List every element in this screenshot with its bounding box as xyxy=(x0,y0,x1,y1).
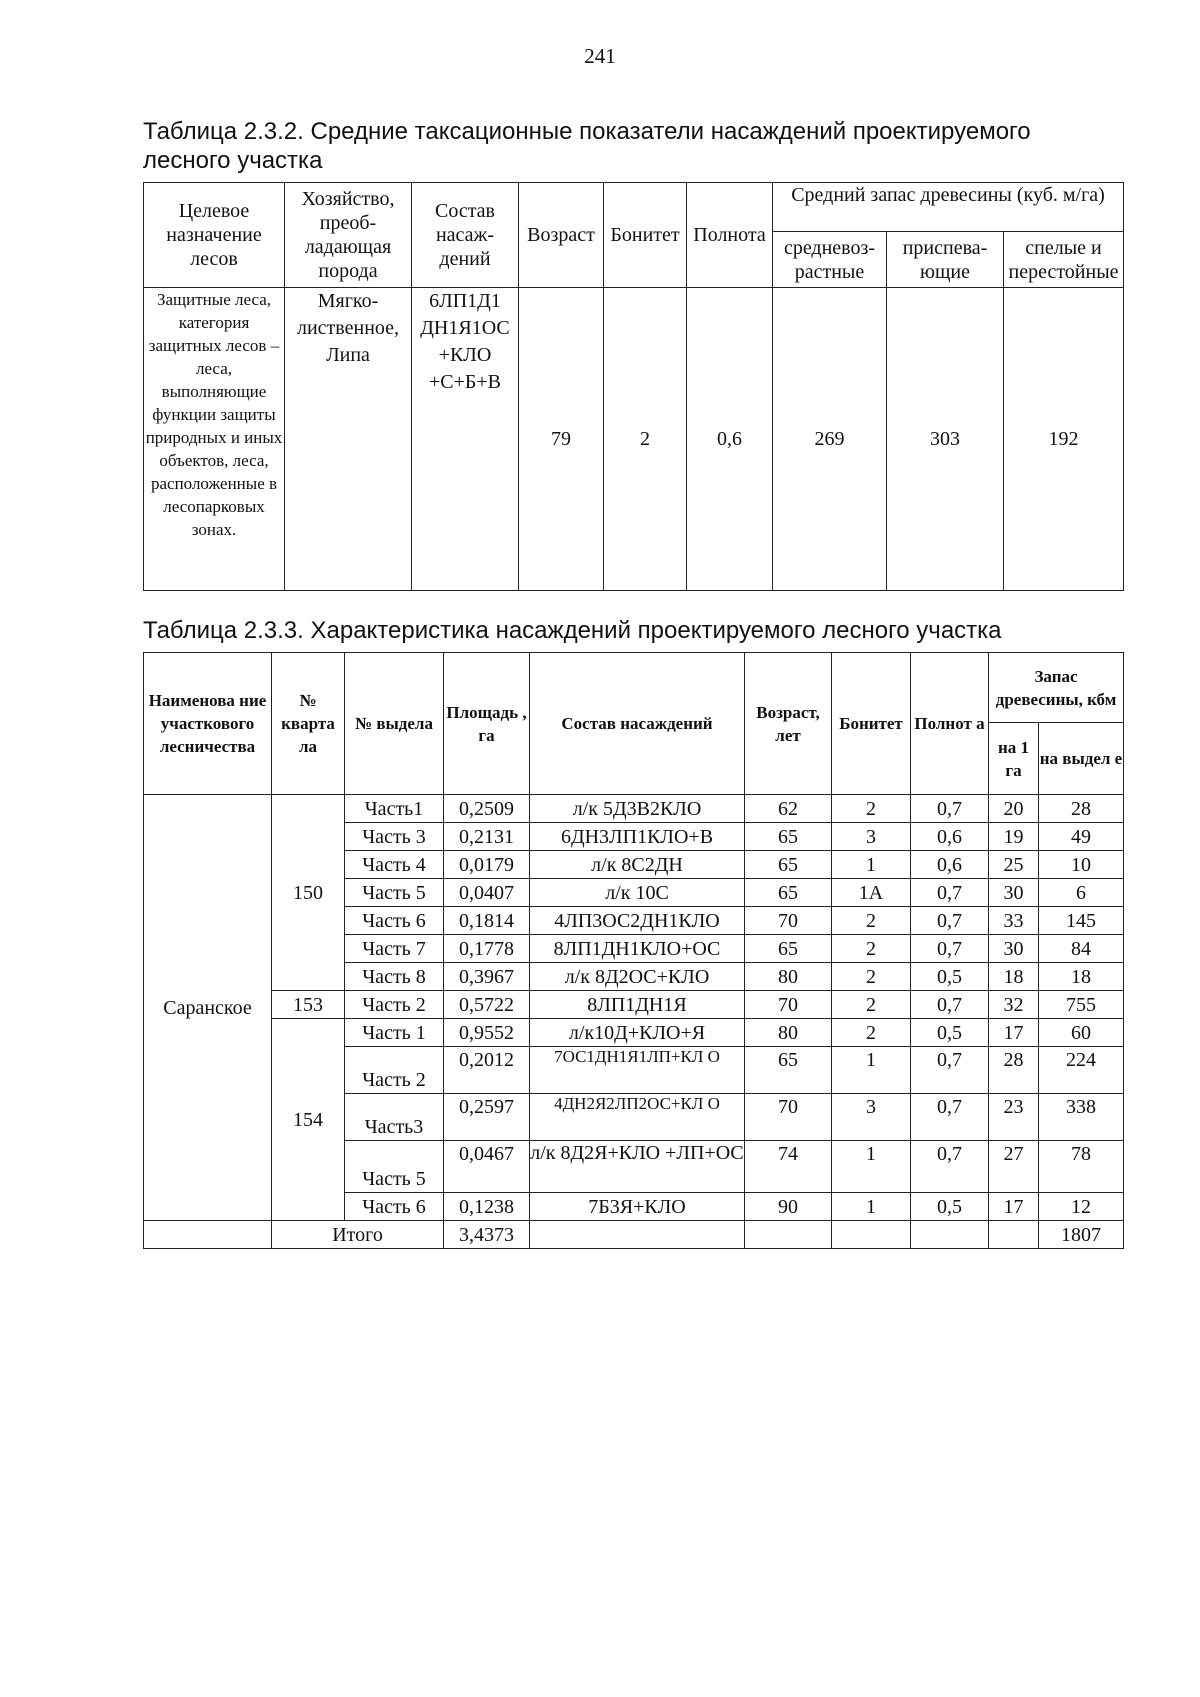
t2-header-bonitet: Бонитет xyxy=(832,653,911,795)
table-row-section: Часть1 xyxy=(345,795,444,823)
t2-forestry-name: Саранское xyxy=(144,795,272,1221)
table-row-bonitet: 2 xyxy=(832,795,911,823)
table1 xyxy=(143,182,1124,591)
t2-total-empty xyxy=(911,1221,989,1249)
t2-header-density: Полнот а xyxy=(911,653,989,795)
table-row-per-section: 12 xyxy=(1039,1193,1124,1221)
table-row-per-ha: 17 xyxy=(989,1193,1039,1221)
table-row-per-ha: 25 xyxy=(989,851,1039,879)
table-row-per-ha: 27 xyxy=(989,1141,1039,1193)
t1-header-purpose: Целевое назначение лесов xyxy=(144,183,285,288)
t1-header-age: Возраст xyxy=(519,183,604,288)
table-row-composition: 6ДН3ЛП1КЛО+В xyxy=(530,823,745,851)
table-row-density: 0,7 xyxy=(911,1141,989,1193)
table-row-age: 65 xyxy=(745,879,832,907)
table-row-section: Часть 7 xyxy=(345,935,444,963)
table-row-section: Часть 2 xyxy=(345,991,444,1019)
table-row-bonitet: 1 xyxy=(832,1193,911,1221)
t2-header-age: Возраст, лет xyxy=(745,653,832,795)
table-row-per-section: 338 xyxy=(1039,1094,1124,1141)
table-row-bonitet: 2 xyxy=(832,907,911,935)
t2-total-empty xyxy=(530,1221,745,1249)
table-row-age: 70 xyxy=(745,907,832,935)
table-row-area: 0,1778 xyxy=(444,935,530,963)
table-row-age: 80 xyxy=(745,963,832,991)
table-row-per-ha: 33 xyxy=(989,907,1039,935)
t1-cell-bonitet: 2 xyxy=(604,288,687,591)
table-row-area: 0,1814 xyxy=(444,907,530,935)
table-row-area: 0,0467 xyxy=(444,1141,530,1193)
t2-total-per-section: 1807 xyxy=(1039,1221,1124,1249)
t1-header-density: Полнота xyxy=(687,183,773,288)
t2-header-per-ha: на 1 га xyxy=(989,723,1039,795)
table-row-density: 0,5 xyxy=(911,1193,989,1221)
table-row-density: 0,7 xyxy=(911,1094,989,1141)
t1-cell-purpose: Защитные леса, категория защитных лесов – леса, выполняющие функции защиты природных и иных объектов, леса, расположенные в лесопарковых зонах. xyxy=(144,288,285,591)
t1-header-bonitet: Бонитет xyxy=(604,183,687,288)
table2-caption: Таблица 2.3.3. Характеристика насаждений проектируемого лесного участка xyxy=(143,617,1002,644)
table-row-per-section: 10 xyxy=(1039,851,1124,879)
t1-cell-farm: Мягко-лиственное, Липа xyxy=(285,288,412,591)
t1-cell-age: 79 xyxy=(519,288,604,591)
table-row-composition: 8ЛП1ДН1КЛО+ОС xyxy=(530,935,745,963)
table-row-section: Часть 2 xyxy=(345,1047,444,1094)
t1-header-middle-aged: средневоз-растные xyxy=(773,232,887,288)
table-row-per-section: 6 xyxy=(1039,879,1124,907)
t1-header-composition: Состав насаж-дений xyxy=(412,183,519,288)
table-row-section: Часть 1 xyxy=(345,1019,444,1047)
t2-header-forestry: Наименова ние участкового лесничества xyxy=(144,653,272,795)
t1-cell-composition: 6ЛП1Д1 ДН1Я1ОС +КЛО +С+Б+В xyxy=(412,288,519,591)
table-row-age: 70 xyxy=(745,991,832,1019)
table-row-density: 0,7 xyxy=(911,879,989,907)
table-row-age: 65 xyxy=(745,851,832,879)
table-row-bonitet: 2 xyxy=(832,991,911,1019)
table-row-per-ha: 28 xyxy=(989,1047,1039,1094)
table-row-per-section: 60 xyxy=(1039,1019,1124,1047)
t2-header-area: Площадь , га xyxy=(444,653,530,795)
table-row-age: 80 xyxy=(745,1019,832,1047)
table-row-per-ha: 30 xyxy=(989,879,1039,907)
table-row-density: 0,5 xyxy=(911,1019,989,1047)
table-row-per-ha: 18 xyxy=(989,963,1039,991)
table-row-area: 0,2597 xyxy=(444,1094,530,1141)
table-row-per-section: 28 xyxy=(1039,795,1124,823)
table-row-composition: л/к 8Д2Я+КЛО +ЛП+ОС xyxy=(530,1141,745,1193)
table-row-bonitet: 2 xyxy=(832,1019,911,1047)
table-row-composition: л/к 8Д2ОС+КЛО xyxy=(530,963,745,991)
table-row-age: 90 xyxy=(745,1193,832,1221)
table-row-bonitet: 1А xyxy=(832,879,911,907)
table-row-section: Часть3 xyxy=(345,1094,444,1141)
table-row-area: 0,9552 xyxy=(444,1019,530,1047)
table-row-composition: л/к10Д+КЛО+Я xyxy=(530,1019,745,1047)
t2-quarter-153: 153 xyxy=(272,991,345,1019)
table-row-per-ha: 20 xyxy=(989,795,1039,823)
table-row-per-ha: 30 xyxy=(989,935,1039,963)
table-row-area: 0,0407 xyxy=(444,879,530,907)
table-row-bonitet: 2 xyxy=(832,935,911,963)
t2-header-section: № выдела xyxy=(345,653,444,795)
t2-header-quarter: № кварта ла xyxy=(272,653,345,795)
table-row-area: 0,0179 xyxy=(444,851,530,879)
table-row-density: 0,7 xyxy=(911,935,989,963)
t2-header-stock: Запас древесины, кбм xyxy=(989,653,1124,723)
table-row-per-section: 49 xyxy=(1039,823,1124,851)
table-row-per-ha: 32 xyxy=(989,991,1039,1019)
table-row-per-ha: 23 xyxy=(989,1094,1039,1141)
table-row-bonitet: 2 xyxy=(832,963,911,991)
table-row-density: 0,7 xyxy=(911,991,989,1019)
table-row-per-section: 84 xyxy=(1039,935,1124,963)
table-row-per-ha: 17 xyxy=(989,1019,1039,1047)
table-row-section: Часть 3 xyxy=(345,823,444,851)
table-row-area: 0,1238 xyxy=(444,1193,530,1221)
table-row-bonitet: 1 xyxy=(832,1047,911,1094)
table-row-area: 0,2509 xyxy=(444,795,530,823)
t1-cell-density: 0,6 xyxy=(687,288,773,591)
table-row-composition: 4ДН2Я2ЛП2ОС+КЛ О xyxy=(530,1094,745,1141)
table-row-section: Часть 6 xyxy=(345,1193,444,1221)
table-row-per-section: 145 xyxy=(1039,907,1124,935)
table-row-age: 65 xyxy=(745,935,832,963)
table-row-density: 0,5 xyxy=(911,963,989,991)
t2-total-empty xyxy=(745,1221,832,1249)
table-row-density: 0,7 xyxy=(911,795,989,823)
t1-header-stock: Средний запас древесины (куб. м/га) xyxy=(773,183,1124,232)
table-row-composition: л/к 8С2ДН xyxy=(530,851,745,879)
table-row-density: 0,6 xyxy=(911,851,989,879)
table-row-bonitet: 3 xyxy=(832,1094,911,1141)
table-row-per-section: 18 xyxy=(1039,963,1124,991)
table-row-composition: 7ОС1ДН1Я1ЛП+КЛ О xyxy=(530,1047,745,1094)
table-row-section: Часть 5 xyxy=(345,879,444,907)
t1-header-ripening: приспева-ющие xyxy=(887,232,1004,288)
table-row-composition: 4ЛП3ОС2ДН1КЛО xyxy=(530,907,745,935)
table-row-section: Часть 8 xyxy=(345,963,444,991)
table-row-per-ha: 19 xyxy=(989,823,1039,851)
table-row-age: 65 xyxy=(745,1047,832,1094)
table-row-composition: л/к 5Д3В2КЛО xyxy=(530,795,745,823)
table-row-per-section: 224 xyxy=(1039,1047,1124,1094)
table-row-age: 70 xyxy=(745,1094,832,1141)
t2-quarter-154: 154 xyxy=(272,1019,345,1221)
table-row-composition: 7Б3Я+КЛО xyxy=(530,1193,745,1221)
table-row-section: Часть 5 xyxy=(345,1141,444,1193)
table-row-composition: 8ЛП1ДН1Я xyxy=(530,991,745,1019)
table-row-area: 0,3967 xyxy=(444,963,530,991)
t2-header-composition: Состав насаждений xyxy=(530,653,745,795)
t2-total-label: Итого xyxy=(272,1221,444,1249)
t1-cell-mature: 192 xyxy=(1004,288,1124,591)
t1-header-farm: Хозяйство, преоб-ладающая порода xyxy=(285,183,412,288)
t1-cell-ripening: 303 xyxy=(887,288,1004,591)
table-row-age: 62 xyxy=(745,795,832,823)
table-row-composition: л/к 10С xyxy=(530,879,745,907)
table-row-density: 0,6 xyxy=(911,823,989,851)
t2-total-empty xyxy=(832,1221,911,1249)
t1-header-mature: спелые и перестойные xyxy=(1004,232,1124,288)
table-row-area: 0,5722 xyxy=(444,991,530,1019)
table-row-density: 0,7 xyxy=(911,1047,989,1094)
table-row-age: 65 xyxy=(745,823,832,851)
table-row-density: 0,7 xyxy=(911,907,989,935)
table-row-per-section: 755 xyxy=(1039,991,1124,1019)
t2-total-empty xyxy=(989,1221,1039,1249)
table-row-section: Часть 4 xyxy=(345,851,444,879)
table1-caption: Таблица 2.3.2. Средние таксационные показатели насаждений проектируемого лесного участка xyxy=(143,118,1031,174)
table2 xyxy=(143,652,1124,1249)
table-row-section: Часть 6 xyxy=(345,907,444,935)
table-row-per-section: 78 xyxy=(1039,1141,1124,1193)
table-row-area: 0,2131 xyxy=(444,823,530,851)
table-row-bonitet: 1 xyxy=(832,851,911,879)
t2-total-empty xyxy=(144,1221,272,1249)
t2-header-per-section: на выдел е xyxy=(1039,723,1124,795)
t2-total-area: 3,4373 xyxy=(444,1221,530,1249)
t1-cell-middle-aged: 269 xyxy=(773,288,887,591)
t2-quarter-150: 150 xyxy=(272,795,345,991)
table-row-bonitet: 3 xyxy=(832,823,911,851)
page-number: 241 xyxy=(584,44,616,68)
table-row-age: 74 xyxy=(745,1141,832,1193)
table-row-area: 0,2012 xyxy=(444,1047,530,1094)
table-row-bonitet: 1 xyxy=(832,1141,911,1193)
